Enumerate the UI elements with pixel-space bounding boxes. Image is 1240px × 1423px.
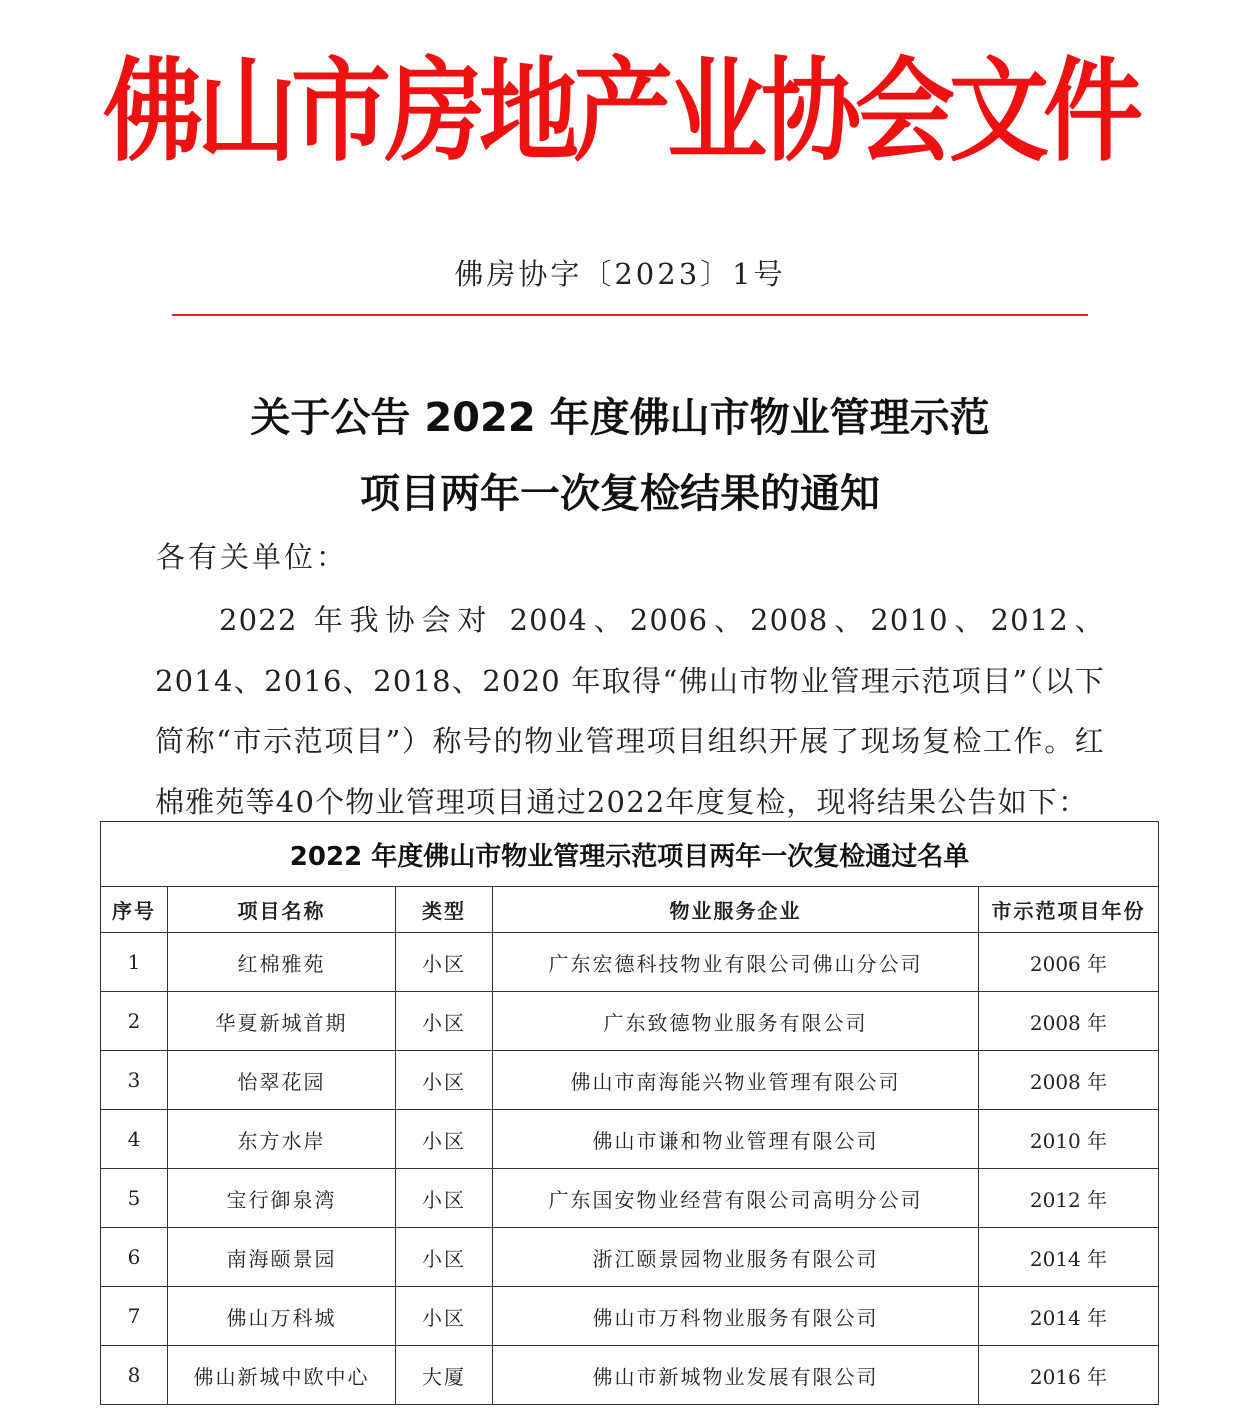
- cell-project-name: 佛山新城中欧中心: [168, 1346, 396, 1405]
- cell-type: 小区: [396, 1051, 493, 1110]
- table-header-row: [101, 887, 1159, 933]
- table-row: [101, 1287, 1159, 1346]
- header-index: 序号: [101, 887, 168, 933]
- cell-index: 7: [101, 1287, 168, 1346]
- cell-year: 2008 年: [979, 1051, 1159, 1110]
- table-caption-row: [101, 822, 1159, 887]
- table-row: [101, 992, 1159, 1051]
- table-row: [101, 933, 1159, 992]
- masthead-title: 佛山市房地产业协会文件: [103, 44, 1137, 177]
- cell-year: 2016 年: [979, 1346, 1159, 1405]
- cell-type: 小区: [396, 992, 493, 1051]
- red-divider: [172, 314, 1088, 316]
- notice-title-line-1: 关于公告 2022 年度佛山市物业管理示范: [250, 395, 990, 441]
- cell-type: 小区: [396, 1287, 493, 1346]
- cell-company: 浙江颐景园物业服务有限公司: [493, 1228, 979, 1287]
- header-project-name: 项目名称: [168, 887, 396, 933]
- table-row: [101, 1169, 1159, 1228]
- cell-company: 广东宏德科技物业有限公司佛山分公司: [493, 933, 979, 992]
- table-row: [101, 1346, 1159, 1405]
- cell-year: 2010 年: [979, 1110, 1159, 1169]
- cell-index: 2: [101, 992, 168, 1051]
- cell-year: 2014 年: [979, 1287, 1159, 1346]
- table-row: [101, 1110, 1159, 1169]
- cell-index: 8: [101, 1346, 168, 1405]
- body-paragraph: 2022 年我协会对 2004、2006、2008、2010、2012、2014、2016、2018、2020 年取得“佛山市物业管理示范项目”（以下简称“市示范项目”）称号的物业管理项目组织开展了现场复检工作。红棉雅苑等40个物业管理项目通过2022年度复检，现将结果公告如下：: [155, 603, 1105, 819]
- cell-year: 2014 年: [979, 1228, 1159, 1287]
- cell-project-name: 南海颐景园: [168, 1228, 396, 1287]
- cell-index: 1: [101, 933, 168, 992]
- cell-index: 4: [101, 1110, 168, 1169]
- document-number: 佛房协字〔2023〕1号: [454, 257, 786, 291]
- cell-company: 佛山市新城物业发展有限公司: [493, 1346, 979, 1405]
- cell-year: 2012 年: [979, 1169, 1159, 1228]
- notice-title-line-2: 项目两年一次复检结果的通知: [360, 471, 880, 517]
- cell-type: 小区: [396, 1228, 493, 1287]
- header-company: 物业服务企业: [493, 887, 979, 933]
- cell-project-name: 佛山万科城: [168, 1287, 396, 1346]
- salutation: 各有关单位：: [156, 540, 349, 574]
- cell-type: 大厦: [396, 1346, 493, 1405]
- cell-index: 6: [101, 1228, 168, 1287]
- cell-index: 5: [101, 1169, 168, 1228]
- cell-type: 小区: [396, 1169, 493, 1228]
- table-caption: 2022 年度佛山市物业管理示范项目两年一次复检通过名单: [101, 822, 1159, 887]
- cell-type: 小区: [396, 1110, 493, 1169]
- table-row: [101, 1051, 1159, 1110]
- header-year: 市示范项目年份: [979, 887, 1159, 933]
- cell-company: 佛山市谦和物业管理有限公司: [493, 1110, 979, 1169]
- cell-company: 佛山市万科物业服务有限公司: [493, 1287, 979, 1346]
- cell-type: 小区: [396, 933, 493, 992]
- cell-project-name: 东方水岸: [168, 1110, 396, 1169]
- cell-project-name: 红棉雅苑: [168, 933, 396, 992]
- table-row: [101, 1228, 1159, 1287]
- cell-project-name: 怡翠花园: [168, 1051, 396, 1110]
- header-type: 类型: [396, 887, 493, 933]
- cell-company: 佛山市南海能兴物业管理有限公司: [493, 1051, 979, 1110]
- cell-year: 2006 年: [979, 933, 1159, 992]
- cell-index: 3: [101, 1051, 168, 1110]
- cell-project-name: 华夏新城首期: [168, 992, 396, 1051]
- cell-project-name: 宝行御泉湾: [168, 1169, 396, 1228]
- cell-year: 2008 年: [979, 992, 1159, 1051]
- cell-company: 广东致德物业服务有限公司: [493, 992, 979, 1051]
- results-table: [100, 821, 1159, 1405]
- cell-company: 广东国安物业经营有限公司高明分公司: [493, 1169, 979, 1228]
